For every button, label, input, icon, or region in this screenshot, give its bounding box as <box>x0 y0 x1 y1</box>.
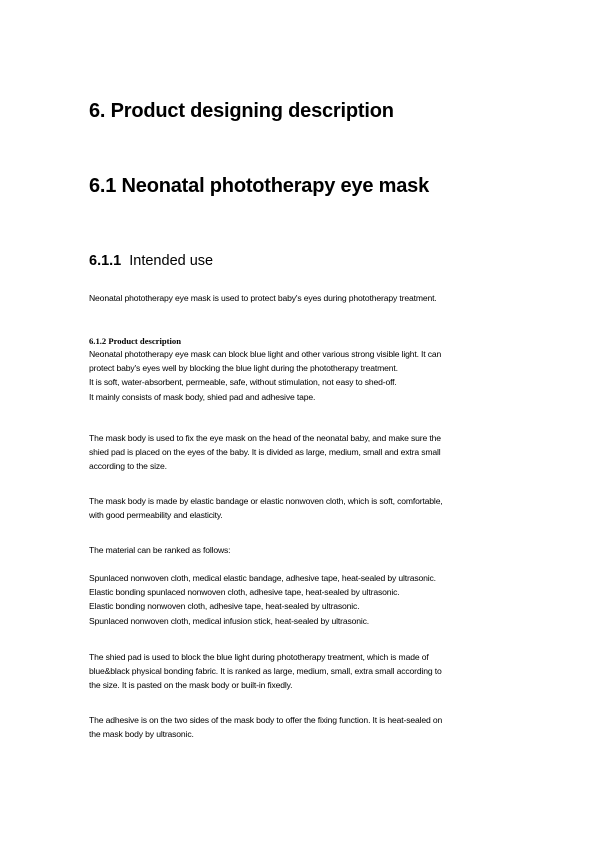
paragraph-intended-use <box>89 291 509 305</box>
text-line: It is soft, water-absorbent, permeable, safe, without stimulation, not easy to shed-off. <box>89 377 397 388</box>
list-item: Spunlaced nonwoven cloth, medical elastic bandage, adhesive tape, heat-sealed by ultrasonic. <box>89 573 436 583</box>
paragraph-description <box>89 347 509 404</box>
text-line: blue&black physical bonding fabric. It is ranked as large, medium, small, extra small according to <box>89 666 442 677</box>
heading-product-designing: 6. Product designing description <box>89 100 394 122</box>
paragraph-mask-material <box>89 494 509 522</box>
heading-product-description: 6.1.2 Product description <box>89 336 181 346</box>
text-line: It mainly consists of mask body, shied pad and adhesive tape. <box>89 391 316 402</box>
paragraph-adhesive <box>89 713 509 741</box>
text-line: The shied pad is used to block the blue light during phototherapy treatment, which is made of <box>89 652 429 662</box>
heading-intended-use <box>89 254 213 269</box>
text-line: The mask body is made by elastic bandage or elastic nonwoven cloth, which is soft, comfortable, <box>89 496 443 506</box>
text-line: with good permeability and elasticity. <box>89 510 223 521</box>
text-line: protect baby's eyes well by blocking the blue light during the phototherapy treatment. <box>89 363 398 374</box>
heading-eye-mask: 6.1 Neonatal phototherapy eye mask <box>89 175 429 197</box>
list-item: Elastic bonding nonwoven cloth, adhesive tape, heat-sealed by ultrasonic. <box>89 601 360 612</box>
paragraph-mask-body <box>89 431 509 474</box>
list-item: Spunlaced nonwoven cloth, medical infusion stick, heat-sealed by ultrasonic. <box>89 615 369 626</box>
text-line: The mask body is used to fix the eye mask on the head of the neonatal baby, and make sure the <box>89 433 441 443</box>
text-line: The material can be ranked as follows: <box>89 545 231 555</box>
text-line: shied pad is placed on the eyes of the baby. It is divided as large, medium, small and extra small <box>89 447 441 458</box>
text-line: Neonatal phototherapy eye mask can block blue light and other various strong visible light. It can <box>89 349 442 359</box>
paragraph-shied-pad <box>89 650 509 693</box>
text-line: Neonatal phototherapy eye mask is used to protect baby's eyes during phototherapy treatment. <box>89 293 437 303</box>
list-item: Elastic bonding spunlaced nonwoven cloth, adhesive tape, heat-sealed by ultrasonic. <box>89 587 400 598</box>
text-line: the mask body by ultrasonic. <box>89 729 194 740</box>
text-line: according to the size. <box>89 461 167 472</box>
heading-intended-use-title: Intended use <box>129 253 214 269</box>
list-materials <box>89 571 509 628</box>
text-line: the size. It is pasted on the mask body or built-in fixedly. <box>89 680 293 691</box>
paragraph-material-intro <box>89 543 509 557</box>
heading-intended-use-number: 6.1.1 <box>89 253 122 269</box>
text-line: The adhesive is on the two sides of the mask body to offer the fixing function. It is heat-sealed on <box>89 715 443 725</box>
